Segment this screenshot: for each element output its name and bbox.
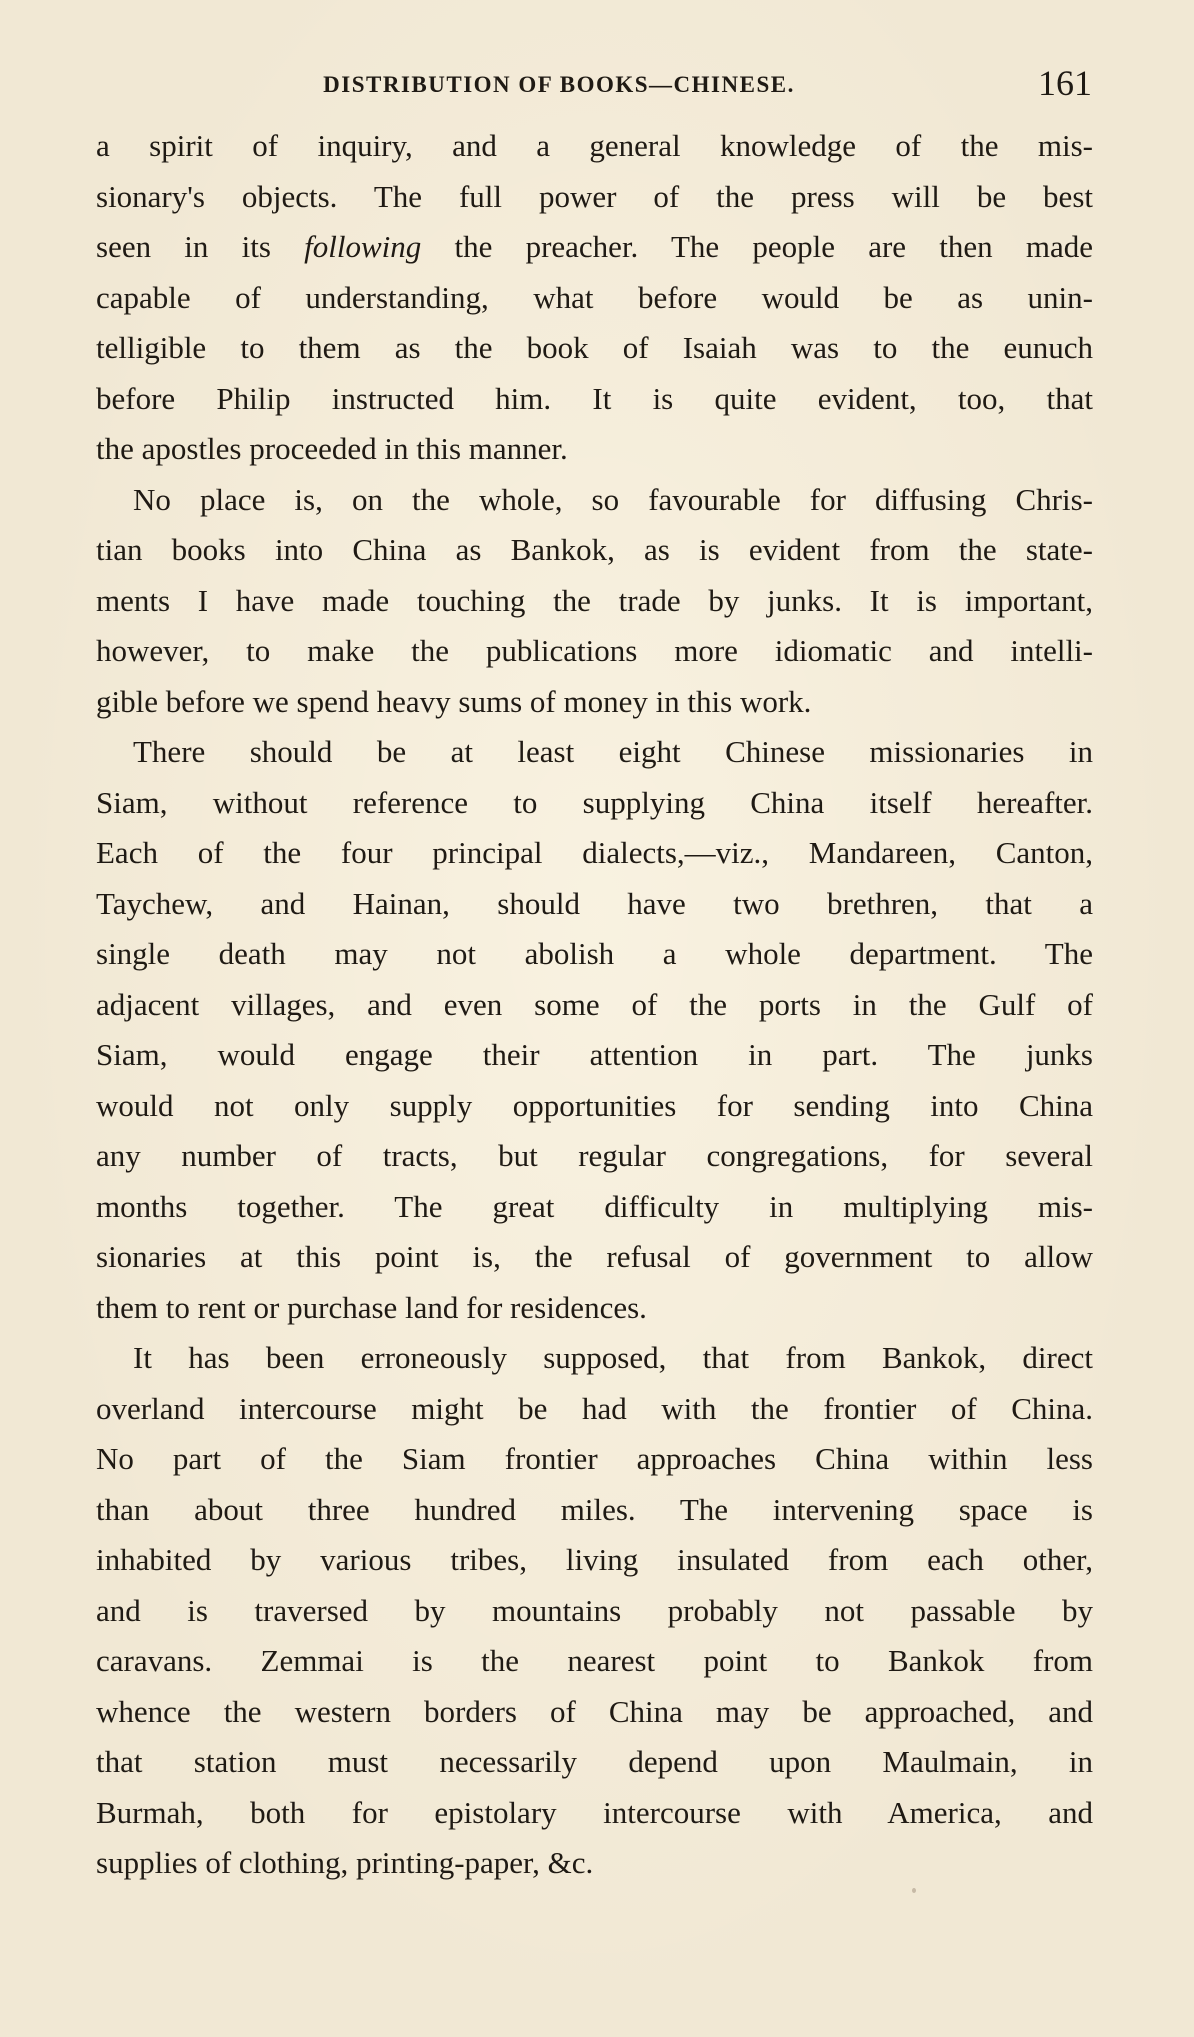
text-line: that station must necessarily depend upon Maulmain, in: [96, 1744, 1093, 1779]
text-line: ments I have made touching the trade by junks. It is important,: [96, 582, 1093, 618]
text-line: Siam, would engage their attention in part. The junks: [96, 1037, 1093, 1072]
text-line: whence the western borders of China may be approached, and: [96, 1693, 1093, 1729]
text-line: single death may not abolish a whole department. The: [96, 936, 1093, 971]
text-line: overland intercourse might be had with the frontier of China.: [96, 1390, 1093, 1426]
text-line: Burmah, both for epistolary intercourse with America, and: [96, 1794, 1093, 1830]
paper-speck: [912, 1888, 916, 1893]
text-line: sionary's objects. The full power of the press will be best: [96, 178, 1093, 214]
paragraph: [96, 475, 1093, 728]
text-line: before Philip instructed him. It is quite evident, too, that: [96, 380, 1093, 416]
text-line: supplies of clothing, printing-paper, &c.: [96, 1845, 594, 1880]
text-line: telligible to them as the book of Isaiah was to the eunuch: [96, 330, 1093, 365]
text-line: It has been erroneously supposed, that from Bankok, direct: [133, 1340, 1093, 1375]
text-line: caravans. Zemmai is the nearest point to Bankok from: [96, 1643, 1093, 1678]
text-line: them to rent or purchase land for residences.: [96, 1289, 647, 1325]
text-line: the apostles proceeded in this manner.: [96, 431, 568, 466]
page-number: 161: [1038, 63, 1092, 103]
running-title: DISTRIBUTION OF BOOKS—CHINESE.: [323, 72, 795, 97]
text-line: any number of tracts, but regular congregations, for several: [96, 1138, 1093, 1173]
paragraph: [96, 727, 1093, 1333]
text-line: seen in its following the preacher. The people are then made: [96, 229, 1093, 264]
text-line: adjacent villages, and even some of the ports in the Gulf of: [96, 986, 1093, 1022]
text-line: No part of the Siam frontier approaches China within less: [96, 1441, 1093, 1476]
paragraph: [96, 121, 1093, 475]
text-line: inhabited by various tribes, living insulated from each other,: [96, 1542, 1093, 1577]
text-line: gible before we spend heavy sums of money in this work.: [96, 683, 812, 719]
paragraph: [96, 1333, 1093, 1889]
text-line: a spirit of inquiry, and a general knowledge of the mis-: [96, 128, 1093, 163]
text-line: months together. The great difficulty in multiplying mis-: [96, 1188, 1093, 1224]
text-line: sionaries at this point is, the refusal of government to allow: [96, 1239, 1093, 1274]
text-line: Taychew, and Hainan, should have two brethren, that a: [96, 885, 1093, 921]
text-line: Siam, without reference to supplying China itself hereafter.: [96, 784, 1093, 820]
text-line: No place is, on the whole, so favourable for diffusing Chris-: [133, 481, 1093, 517]
body-text: [96, 121, 1093, 1889]
text-line: than about three hundred miles. The intervening space is: [96, 1491, 1093, 1527]
text-line: There should be at least eight Chinese missionaries in: [133, 734, 1093, 769]
text-line: capable of understanding, what before would be as unin-: [96, 279, 1093, 315]
text-line: Each of the four principal dialects,—viz., Mandareen, Canton,: [96, 835, 1093, 870]
text-line: tian books into China as Bankok, as is evident from the state-: [96, 532, 1093, 567]
italic-word: following: [304, 229, 422, 264]
text-line: however, to make the publications more idiomatic and intelli-: [96, 633, 1093, 668]
text-line: and is traversed by mountains probably not passable by: [96, 1592, 1093, 1628]
text-line: would not only supply opportunities for sending into China: [96, 1087, 1093, 1123]
running-head: [96, 62, 1092, 112]
